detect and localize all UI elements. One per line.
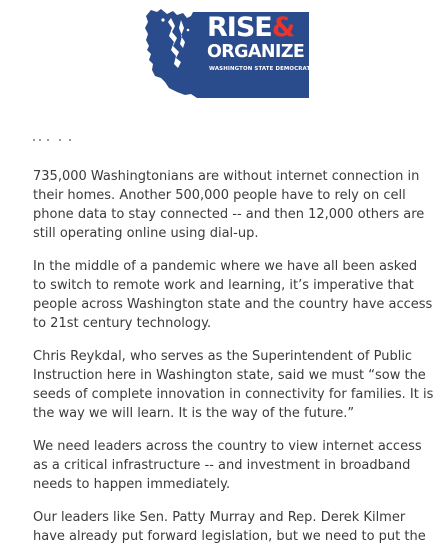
article-paragraph [33, 167, 438, 243]
paragraph-line: seeds of complete innovation in connectivity for families. It is [33, 387, 434, 402]
logo-ampersand: & [271, 12, 295, 43]
paragraph-line: We need leaders across the country to view internet access [33, 439, 422, 454]
paragraph-line: In the middle of a pandemic where we have all been asked [33, 259, 418, 274]
article-paragraph [33, 257, 438, 333]
paragraph-line: the way we will learn. It is the way of the future.” [33, 406, 355, 421]
paragraph-line: their homes. Another 500,000 people have to rely on cell [33, 188, 406, 203]
logo-word-rise: RISE& [207, 12, 295, 43]
decorative-dots [33, 139, 73, 142]
article-body [33, 167, 438, 560]
paragraph-line: 735,000 Washingtonians are without internet connection in [33, 169, 420, 184]
paragraph-line: have already put forward legislation, but we need to put the [33, 529, 426, 544]
article-paragraph [33, 437, 438, 494]
paragraph-line: to switch to remote work and learning, it’s imperative that [33, 278, 414, 293]
paragraph-line: Chris Reykdal, who serves as the Superintendent of Public [33, 349, 413, 364]
paragraph-line: to 21st century technology. [33, 316, 212, 331]
paragraph-line: people across Washington state and the country have access [33, 297, 433, 312]
paragraph-line: phone data to stay connected -- and then 12,000 others are [33, 207, 425, 222]
logo-word-organize: ORGANIZE [207, 42, 305, 62]
paragraph-line: as a critical infrastructure -- and investment in broadband [33, 458, 411, 473]
article-paragraph [33, 508, 438, 546]
paragraph-line: Our leaders like Sen. Patty Murray and Rep. Derek Kilmer [33, 510, 406, 525]
paragraph-line: still operating online using dial-up. [33, 226, 259, 241]
paragraph-line: needs to happen immediately. [33, 477, 231, 492]
paragraph-line: Instruction here in Washington state, said we must “sow the [33, 368, 426, 383]
logo-tagline: WASHINGTON STATE DEMOCRATS [209, 66, 315, 72]
rise-and-organize-logo [143, 6, 315, 100]
article-paragraph [33, 347, 438, 423]
